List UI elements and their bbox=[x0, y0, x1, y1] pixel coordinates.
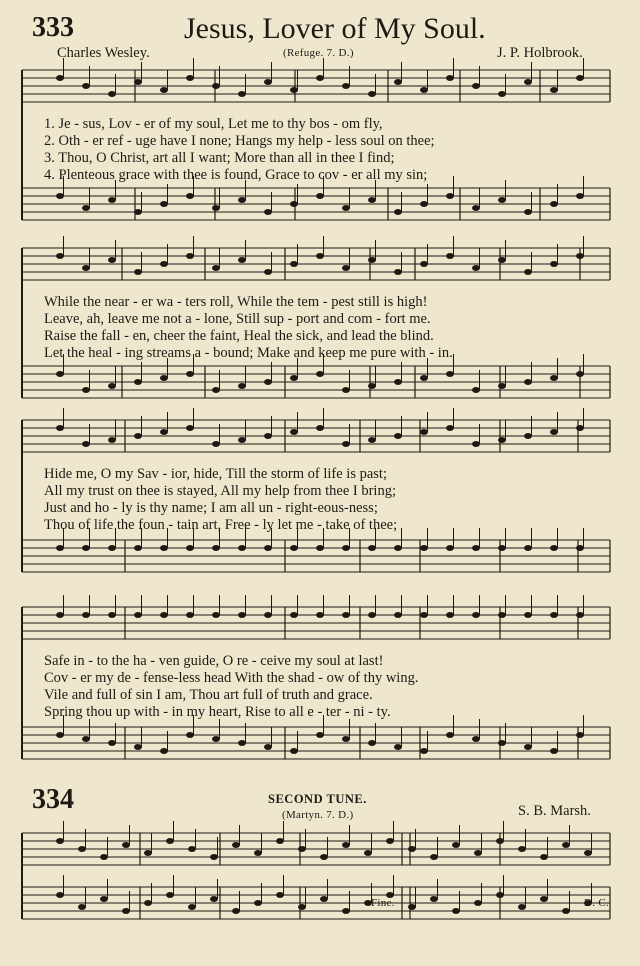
note-head bbox=[134, 433, 142, 439]
note-head bbox=[498, 612, 506, 618]
note-head bbox=[82, 205, 90, 211]
note-head bbox=[212, 736, 220, 742]
lyric-line: 1. Je - sus, Lov - er of my soul, Let me to thy bos - om fly, bbox=[44, 116, 383, 132]
note-head bbox=[254, 850, 262, 856]
note-head bbox=[562, 842, 570, 848]
lyric-line: Raise the fall - en, cheer the faint, Heal the sick, and lead the blind. bbox=[44, 328, 434, 344]
note-head bbox=[446, 612, 454, 618]
lyric-line: Thou of life the foun - tain art, Free - ly let me - take of thee; bbox=[44, 517, 398, 533]
note-head bbox=[472, 612, 480, 618]
note-head bbox=[290, 545, 298, 551]
note-head bbox=[122, 842, 130, 848]
lyric-line: All my trust on thee is stayed, All my help from thee I bring; bbox=[44, 483, 396, 499]
note-head bbox=[342, 205, 350, 211]
note-head bbox=[290, 87, 298, 93]
note-head bbox=[316, 75, 324, 81]
note-head bbox=[290, 612, 298, 618]
note-head bbox=[276, 838, 284, 844]
note-head bbox=[576, 253, 584, 259]
note-head bbox=[134, 269, 142, 275]
note-head bbox=[290, 201, 298, 207]
note-head bbox=[524, 379, 532, 385]
lyric-line: Cov - er my de - fense-less head With the shad - ow of thy wing. bbox=[44, 670, 419, 686]
lyric-line: 4. Plenteous grace with thee is found, Grace to cov - er all my sin; bbox=[44, 167, 428, 183]
note-head bbox=[420, 261, 428, 267]
note-head bbox=[108, 545, 116, 551]
note-head bbox=[342, 265, 350, 271]
note-head bbox=[134, 209, 142, 215]
note-head bbox=[56, 193, 64, 199]
note-head bbox=[518, 904, 526, 910]
note-head bbox=[264, 744, 272, 750]
note-head bbox=[420, 87, 428, 93]
note-head bbox=[290, 748, 298, 754]
note-head bbox=[186, 732, 194, 738]
note-head bbox=[550, 612, 558, 618]
note-head bbox=[82, 83, 90, 89]
note-head bbox=[264, 545, 272, 551]
note-head bbox=[368, 383, 376, 389]
note-head bbox=[264, 433, 272, 439]
note-head bbox=[212, 612, 220, 618]
composer-credit-2: S. B. Marsh. bbox=[518, 803, 591, 819]
note-head bbox=[576, 193, 584, 199]
note-head bbox=[408, 904, 416, 910]
note-head bbox=[134, 612, 142, 618]
note-head bbox=[82, 441, 90, 447]
note-head bbox=[472, 265, 480, 271]
note-head bbox=[368, 257, 376, 263]
staff bbox=[22, 248, 610, 280]
composer-credit: J. P. Holbrook. bbox=[497, 45, 583, 61]
note-head bbox=[186, 193, 194, 199]
note-head bbox=[186, 253, 194, 259]
note-head bbox=[342, 83, 350, 89]
author-credit: Charles Wesley. bbox=[57, 45, 150, 61]
lyric-line: 2. Oth - er ref - uge have I none; Hangs my help - less soul on thee; bbox=[44, 133, 435, 149]
note-head bbox=[394, 612, 402, 618]
note-head bbox=[316, 253, 324, 259]
note-head bbox=[186, 425, 194, 431]
note-head bbox=[238, 545, 246, 551]
note-head bbox=[394, 545, 402, 551]
note-head bbox=[342, 545, 350, 551]
note-head bbox=[232, 908, 240, 914]
note-head bbox=[452, 908, 460, 914]
note-head bbox=[550, 201, 558, 207]
note-head bbox=[160, 429, 168, 435]
note-head bbox=[420, 375, 428, 381]
note-head bbox=[576, 425, 584, 431]
note-head bbox=[472, 205, 480, 211]
note-head bbox=[316, 545, 324, 551]
note-head bbox=[238, 257, 246, 263]
note-head bbox=[290, 261, 298, 267]
note-head bbox=[122, 908, 130, 914]
note-head bbox=[238, 437, 246, 443]
note-head bbox=[576, 732, 584, 738]
note-head bbox=[188, 846, 196, 852]
note-head bbox=[134, 744, 142, 750]
staff bbox=[22, 887, 610, 919]
note-head bbox=[238, 612, 246, 618]
note-head bbox=[276, 892, 284, 898]
staff bbox=[22, 607, 610, 639]
note-head bbox=[576, 75, 584, 81]
note-head bbox=[446, 193, 454, 199]
note-head bbox=[160, 201, 168, 207]
note-head bbox=[108, 437, 116, 443]
note-head bbox=[368, 740, 376, 746]
note-head bbox=[498, 740, 506, 746]
note-head bbox=[212, 545, 220, 551]
note-head bbox=[550, 429, 558, 435]
note-head bbox=[210, 896, 218, 902]
note-head bbox=[108, 257, 116, 263]
note-head bbox=[108, 197, 116, 203]
note-head bbox=[56, 732, 64, 738]
note-head bbox=[446, 732, 454, 738]
note-head bbox=[472, 736, 480, 742]
note-head bbox=[540, 896, 548, 902]
note-head bbox=[394, 269, 402, 275]
note-head bbox=[524, 433, 532, 439]
note-head bbox=[524, 269, 532, 275]
note-head bbox=[562, 908, 570, 914]
note-head bbox=[498, 545, 506, 551]
note-head bbox=[160, 612, 168, 618]
note-head bbox=[472, 387, 480, 393]
note-head bbox=[368, 612, 376, 618]
note-head bbox=[238, 197, 246, 203]
note-head bbox=[474, 900, 482, 906]
note-head bbox=[56, 892, 64, 898]
note-head bbox=[584, 850, 592, 856]
hymn-number: 333 bbox=[32, 12, 74, 43]
note-head bbox=[186, 75, 194, 81]
note-head bbox=[134, 545, 142, 551]
lyric-line: Safe in - to the ha - ven guide, O re - ceive my soul at last! bbox=[44, 653, 384, 669]
note-head bbox=[264, 612, 272, 618]
note-head bbox=[394, 209, 402, 215]
lyric-line: Leave, ah, leave me not a - lone, Still sup - port and com - fort me. bbox=[44, 311, 431, 327]
note-head bbox=[342, 908, 350, 914]
note-head bbox=[160, 375, 168, 381]
note-head bbox=[430, 896, 438, 902]
note-head bbox=[446, 75, 454, 81]
note-head bbox=[212, 441, 220, 447]
note-head bbox=[576, 612, 584, 618]
staff bbox=[22, 188, 610, 220]
note-head bbox=[524, 545, 532, 551]
note-head bbox=[320, 896, 328, 902]
note-head bbox=[576, 545, 584, 551]
note-head bbox=[212, 83, 220, 89]
note-head bbox=[420, 748, 428, 754]
second-tune-heading: SECOND TUNE. bbox=[268, 792, 367, 806]
note-head bbox=[56, 253, 64, 259]
note-head bbox=[498, 197, 506, 203]
note-head bbox=[254, 900, 262, 906]
note-head bbox=[316, 425, 324, 431]
lyric-line: Let the heal - ing streams a - bound; Make and keep me pure with - in. bbox=[44, 345, 453, 361]
note-head bbox=[290, 375, 298, 381]
note-head bbox=[264, 379, 272, 385]
note-head bbox=[108, 612, 116, 618]
note-head bbox=[498, 257, 506, 263]
note-head bbox=[576, 371, 584, 377]
lyric-line: Just and ho - ly is thy name; I am all un - right-eous-ness; bbox=[44, 500, 378, 516]
note-head bbox=[420, 545, 428, 551]
note-head bbox=[238, 383, 246, 389]
note-head bbox=[160, 748, 168, 754]
note-head bbox=[394, 379, 402, 385]
note-head bbox=[368, 437, 376, 443]
note-head bbox=[108, 383, 116, 389]
note-head bbox=[474, 850, 482, 856]
note-head bbox=[430, 854, 438, 860]
staff bbox=[22, 366, 610, 398]
note-head bbox=[394, 79, 402, 85]
note-head bbox=[56, 612, 64, 618]
note-head bbox=[498, 91, 506, 97]
note-head bbox=[540, 854, 548, 860]
note-head bbox=[524, 209, 532, 215]
note-head bbox=[82, 265, 90, 271]
note-head bbox=[212, 205, 220, 211]
note-head bbox=[420, 201, 428, 207]
note-head bbox=[368, 197, 376, 203]
hymn-title: Jesus, Lover of My Soul. bbox=[184, 12, 486, 45]
staff bbox=[22, 70, 610, 102]
note-head bbox=[342, 441, 350, 447]
note-head bbox=[238, 91, 246, 97]
note-head bbox=[550, 261, 558, 267]
note-head bbox=[144, 850, 152, 856]
note-head bbox=[342, 842, 350, 848]
note-head bbox=[386, 838, 394, 844]
note-head bbox=[210, 854, 218, 860]
note-head bbox=[238, 740, 246, 746]
note-head bbox=[100, 896, 108, 902]
note-head bbox=[160, 545, 168, 551]
note-head bbox=[160, 87, 168, 93]
lyric-line: 3. Thou, O Christ, art all I want; More than all in thee I find; bbox=[44, 150, 395, 166]
note-head bbox=[82, 545, 90, 551]
note-head bbox=[498, 437, 506, 443]
note-head bbox=[496, 892, 504, 898]
note-head bbox=[298, 904, 306, 910]
note-head bbox=[394, 433, 402, 439]
note-head bbox=[186, 612, 194, 618]
note-head bbox=[342, 736, 350, 742]
note-head bbox=[264, 209, 272, 215]
note-head bbox=[78, 846, 86, 852]
note-head bbox=[550, 375, 558, 381]
note-head bbox=[82, 612, 90, 618]
note-head bbox=[472, 441, 480, 447]
note-head bbox=[420, 612, 428, 618]
note-head bbox=[144, 900, 152, 906]
note-head bbox=[56, 838, 64, 844]
note-head bbox=[394, 744, 402, 750]
note-head bbox=[56, 545, 64, 551]
note-head bbox=[316, 612, 324, 618]
note-head bbox=[420, 429, 428, 435]
note-head bbox=[78, 904, 86, 910]
note-head bbox=[264, 269, 272, 275]
note-head bbox=[212, 387, 220, 393]
note-head bbox=[446, 253, 454, 259]
note-head bbox=[264, 79, 272, 85]
note-head bbox=[134, 79, 142, 85]
note-head bbox=[100, 854, 108, 860]
dc-marking: D. C. bbox=[584, 897, 610, 909]
note-head bbox=[56, 75, 64, 81]
fine-marking: Fine. bbox=[371, 897, 395, 909]
note-head bbox=[364, 850, 372, 856]
note-head bbox=[290, 429, 298, 435]
note-head bbox=[320, 854, 328, 860]
note-head bbox=[56, 371, 64, 377]
note-head bbox=[498, 383, 506, 389]
note-head bbox=[550, 748, 558, 754]
note-head bbox=[452, 842, 460, 848]
note-head bbox=[368, 545, 376, 551]
note-head bbox=[186, 545, 194, 551]
tune-name-2: (Martyn. 7. D.) bbox=[282, 809, 354, 821]
note-head bbox=[446, 371, 454, 377]
note-head bbox=[446, 425, 454, 431]
note-head bbox=[472, 545, 480, 551]
note-head bbox=[108, 740, 116, 746]
note-head bbox=[518, 846, 526, 852]
note-head bbox=[524, 79, 532, 85]
note-head bbox=[408, 846, 416, 852]
note-head bbox=[550, 545, 558, 551]
note-head bbox=[316, 193, 324, 199]
tune-name: (Refuge. 7. D.) bbox=[283, 47, 354, 59]
staff bbox=[22, 540, 610, 572]
note-head bbox=[446, 545, 454, 551]
note-head bbox=[472, 83, 480, 89]
hymn-number-2: 334 bbox=[32, 784, 74, 815]
note-head bbox=[524, 612, 532, 618]
lyric-line: Spring thou up with - in my heart, Rise to all e - ter - ni - ty. bbox=[44, 704, 391, 720]
note-head bbox=[166, 892, 174, 898]
note-head bbox=[188, 904, 196, 910]
staff bbox=[22, 420, 610, 452]
note-head bbox=[342, 387, 350, 393]
lyric-line: While the near - er wa - ters roll, While the tem - pest still is high! bbox=[44, 294, 428, 310]
note-head bbox=[212, 265, 220, 271]
note-head bbox=[82, 736, 90, 742]
note-head bbox=[82, 387, 90, 393]
note-head bbox=[160, 261, 168, 267]
note-head bbox=[524, 744, 532, 750]
note-head bbox=[108, 91, 116, 97]
lyric-line: Hide me, O my Sav - ior, hide, Till the storm of life is past; bbox=[44, 466, 387, 482]
note-head bbox=[166, 838, 174, 844]
note-head bbox=[496, 838, 504, 844]
note-head bbox=[298, 846, 306, 852]
note-head bbox=[186, 371, 194, 377]
lyric-line: Vile and full of sin I am, Thou art full of truth and grace. bbox=[44, 687, 373, 703]
note-head bbox=[316, 732, 324, 738]
note-head bbox=[232, 842, 240, 848]
note-head bbox=[550, 87, 558, 93]
note-head bbox=[342, 612, 350, 618]
note-head bbox=[56, 425, 64, 431]
note-head bbox=[134, 379, 142, 385]
note-head bbox=[368, 91, 376, 97]
note-head bbox=[316, 371, 324, 377]
